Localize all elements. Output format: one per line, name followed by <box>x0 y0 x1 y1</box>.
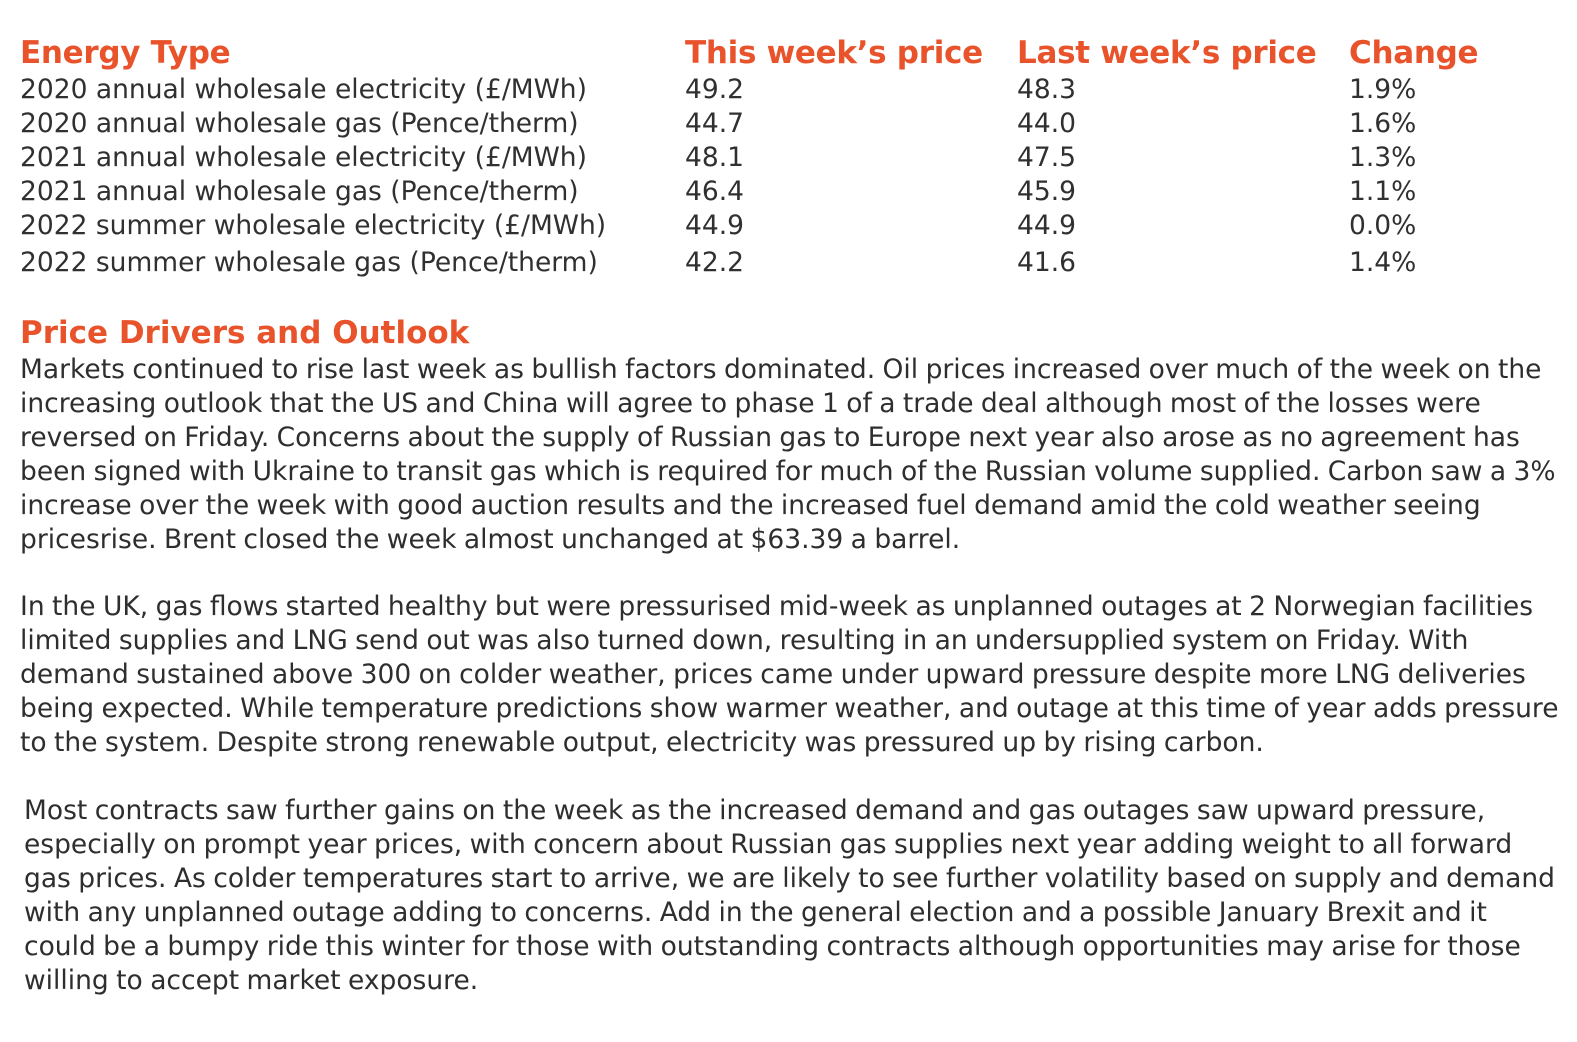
outlook-paragraph: In the UK, gas flows started healthy but were pressurised mid-week as unplanned outages at 2 Norwegian facilities limited supplies and LNG send out was also turned down, resulting in an undersupplied system on Friday. With demand sustained above 300 on colder weather, prices came under upward pressure despite more LNG deliveries being expected. While temperature predictions show warmer weather, and outage at this time of year adds pressure to the system. Despite strong renewable output, electricity was pressured up by rising carbon. <box>20 591 1559 758</box>
outlook-paragraph: Most contracts saw further gains on the week as the increased demand and gas outages saw upward pressure, especially on prompt year prices, with concern about Russian gas supplies next year adding weight to all forward gas prices. As colder temperatures start to arrive, we are likely to see further volatility based on supply and demand with any unplanned outage adding to concerns. Add in the general election and a possible January Brexit and it could be a bumpy ride this winter for those with outstanding contracts although opportunities may arise for those willing to accept market exposure. <box>24 795 1555 996</box>
energy-type-cell: 2022 summer wholesale electricity (£/MWh) <box>20 210 607 241</box>
header-change: Change <box>1349 35 1479 71</box>
last-week-price-cell: 47.5 <box>1017 142 1077 173</box>
this-week-price-cell: 48.1 <box>685 142 745 173</box>
table-row <box>20 141 1560 175</box>
table-row <box>20 175 1560 209</box>
this-week-price-cell: 46.4 <box>685 176 745 207</box>
change-cell: 1.4% <box>1349 247 1417 278</box>
energy-type-cell: 2020 annual wholesale gas (Pence/therm) <box>20 108 579 139</box>
change-cell: 1.3% <box>1349 142 1417 173</box>
header-energy-type: Energy Type <box>20 35 231 71</box>
price-table <box>20 33 1560 280</box>
header-this-week-price: This week’s price <box>685 35 983 71</box>
table-row <box>20 209 1560 243</box>
outlook-paragraph: Markets continued to rise last week as bullish factors dominated. Oil prices increased over much of the week on the increasing outlook that the US and China will agree to phase 1 of a trade deal although most of the losses were reversed on Friday. Concerns about the supply of Russian gas to Europe next year also arose as no agreement has been signed with Ukraine to transit gas which is required for much of the Russian volume supplied. Carbon saw a 3% increase over the week with good auction results and the increased fuel demand amid the cold weather seeing pricesrise. Brent closed the week almost unchanged at $63.39 a barrel. <box>20 354 1556 555</box>
table-row <box>20 107 1560 141</box>
table-row <box>20 246 1560 280</box>
energy-type-cell: 2021 annual wholesale electricity (£/MWh) <box>20 142 587 173</box>
this-week-price-cell: 44.9 <box>685 210 745 241</box>
change-cell: 1.9% <box>1349 74 1417 105</box>
outlook-title: Price Drivers and Outlook <box>20 315 470 351</box>
change-cell: 0.0% <box>1349 210 1417 241</box>
last-week-price-cell: 48.3 <box>1017 74 1077 105</box>
last-week-price-cell: 44.9 <box>1017 210 1077 241</box>
last-week-price-cell: 44.0 <box>1017 108 1077 139</box>
change-cell: 1.6% <box>1349 108 1417 139</box>
this-week-price-cell: 44.7 <box>685 108 745 139</box>
this-week-price-cell: 49.2 <box>685 74 745 105</box>
this-week-price-cell: 42.2 <box>685 247 745 278</box>
last-week-price-cell: 41.6 <box>1017 247 1077 278</box>
table-row <box>20 73 1560 107</box>
table-header-row <box>20 33 1560 73</box>
last-week-price-cell: 45.9 <box>1017 176 1077 207</box>
change-cell: 1.1% <box>1349 176 1417 207</box>
energy-type-cell: 2022 summer wholesale gas (Pence/therm) <box>20 247 598 278</box>
energy-type-cell: 2020 annual wholesale electricity (£/MWh) <box>20 74 587 105</box>
energy-type-cell: 2021 annual wholesale gas (Pence/therm) <box>20 176 579 207</box>
header-last-week-price: Last week’s price <box>1017 35 1317 71</box>
